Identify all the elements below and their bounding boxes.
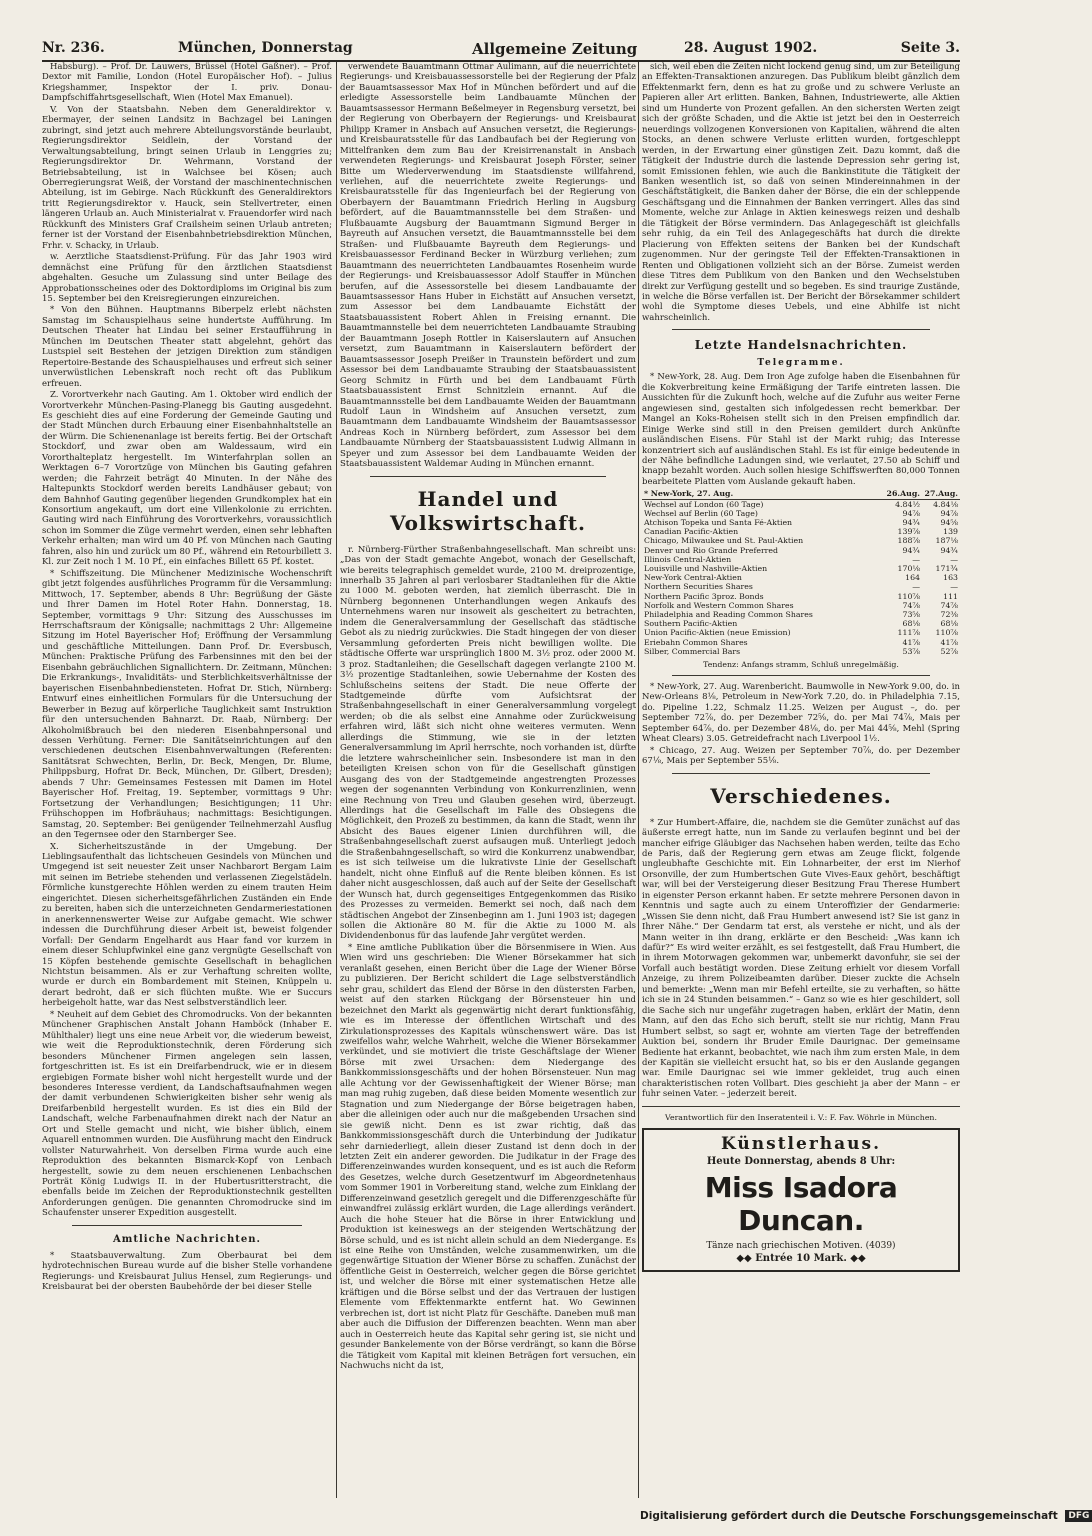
stock-row [642,610,960,619]
column-left [42,62,332,1500]
stock-price-26aug: 68⅛ [902,619,920,629]
section-divider [672,773,930,774]
stock-name: Norfolk and Western Common Shares [644,600,794,610]
heading-amtliche-nachrichten: Amtliche Nachrichten. [113,1233,261,1245]
ornament-icon: ◆◆ [736,1252,752,1264]
stock-name: Wechsel auf Berlin (60 Tage) [644,508,758,518]
stock-row [642,527,960,536]
stock-price-26aug: 139⅞ [897,527,920,537]
section-divider [672,329,930,330]
column-rule [638,62,639,1498]
stock-name: Northern Pacific 3proz. Bonds [644,591,764,601]
stock-table-title: * New-York, 27. Aug. [642,489,884,499]
section-divider [72,1225,302,1226]
stock-name: Denver und Rio Grande Preferred [644,545,779,555]
stock-row [642,509,960,518]
stock-row [642,592,960,601]
stock-price-26aug: 74⅞ [902,600,920,610]
stock-name: New-York Central-Aktien [644,573,742,583]
stock-name: Southern Pacific-Aktien [644,619,738,629]
stock-row [642,564,960,573]
stock-row [642,628,960,637]
stock-row [642,499,960,509]
stock-price-26aug: 94¾ [902,545,920,555]
article-warenbericht: * New-York, 27. Aug. Warenbericht. Baumwolle in New-York 9.00, do. in New-Orleans 8⅛, Petroleum in New-York 7.20, do. in Philadelphia 7.15, do. Pipeline 1.22, Schmalz 11.25. Weizen per August –, do. per September 72⅞, do. per Dezember 72⅝, do. per Mai 74⅞, Mais per September 64⅞, do. per Dezember 48⅛, do. per Mai 44⅝, Mehl (Spring Wheat Clears) 3.05. Getreidefracht nach Liverpool 1½. [642,681,960,745]
article-personalien: verwendete Bauamtmann Ottmar Aulimann, auf die neuerrichtete Regierungs- und Kreisbauassessorstelle bei der Regierung der Pfalz der Bauamtsassessor Max Hof in München befördert und auf die erledigte Assessorstelle beim Landbauamte München der Bauamtsassessor Hermann Beßelmeyer in Regensburg versetzt, bei der Regierung von Oberbayern der Regierungs- und Kreisbaurat Philipp Kramer in Ansbach auf Ansuchen versetzt, die Regierungs- und Kreisbauratsstelle für das Landbaufach bei der Regierung von Mittelfranken dem zum Bau der Kreisirrenanstalt in Ansbach verwendeten Regierungs- und Kreisbaurat Joseph Förster, seiner Bitte um Wiederverwendung im Staatsdienste willfahrend, verliehen, auf die neuerrichtete zweite Regierungs- und Kreisbauratsstelle für das Ingenieurfach bei der Regierung von Oberbayern der Bauamtmann Friedrich Herling in Augsburg befördert, auf die Bauamtmannsstelle bei dem Straßen- und Flußbauamte Augsburg der Bauamtmann Sigmund Berger in Bayreuth auf Ansuchen versetzt, die Bauamtmannsstelle bei dem Straßen- und Flußbauamte Bayreuth dem Regierungs- und Kreisbauassessor Ferdinand Becker in Würzburg verliehen; zum Bauamtmann des neuerrichteten Landbauamtes Rosenheim wurde der Regierungs- und Kreisbauassessor Adolf Stauffer in München berufen, auf die Assessorstelle bei diesem Landbauamte der Bauamtsassessor Hans Huber in Eichstätt auf Ansuchen versetzt, zum Assessor bei dem Landbauamte Eichstätt der Staatsbauassistent Robert Ahlen in Freising ernannt. Die Bauamtmannstelle bei dem neuerrichteten Landbauamte Straubing der Bauamtmann Joseph Rottler in Kaiserslautern auf Ansuchen versetzt, zum Bauamtmann in Kaiserslautern befördert der Bauamtsassessor Joseph Preißer in Traunstein befördert und zum Assessor bei dem Landbauamte Straubing der Staatsbauassistent Georg Schmitz in Fürth und bei dem Landbauamt Fürth Staatsbauassistent Ernst Schnitzlein ernannt. Auf die Bauamtmannsstelle bei dem Landbauamte Weiden der Bauamtmann Rudolf Laun in Windsheim auf Ansuchen versetzt, zum Bauamtmann dem Landbauamte Windsheim der Bauamtsassessor Andreas Koch in Nürnberg befördert, zum Assessor bei dem Landbauamte Nürnberg der Staatsbauassistent Ludwig Allmann in Speyer und zum Assessor bei dem Landbauamte Weiden der Staatsbauassistent Waldemar Auding in München ernannt. [340,62,636,470]
column-middle [340,62,636,1500]
section-divider [642,1106,960,1107]
section-divider [370,476,606,477]
ad-reference: (4039) [865,1240,896,1251]
stock-price-27aug: 41⅞ [940,637,958,647]
article-chicago: * Chicago, 27. Aug. Weizen per September 70⅞, do. per Dezember 67⅛, Mais per September 55⅛. [642,745,960,767]
ornament-icon: ◆◆ [850,1252,866,1264]
stock-price-27aug: 139 [943,527,958,537]
ad-performer: Miss Isadora Duncan. [704,1170,898,1237]
column-right [642,62,960,1500]
credit-text: Digitalisierung gefördert durch die Deutsche Forschungsgemeinschaft [640,1510,1058,1522]
section-divider [672,675,930,676]
stock-price-26aug: 170⅛ [897,563,920,573]
stock-table-header [642,489,960,499]
stock-name: Louisville und Nashville-Aktien [644,563,768,573]
stock-name: Canadian Pacific-Aktien [644,527,739,537]
masthead [42,38,960,62]
advertisement-kuenstlerhaus [642,1128,960,1272]
stock-row [642,638,960,647]
stock-price-27aug: 111 [943,591,958,601]
stock-name: Northern Securities Shares [644,582,753,592]
digitization-credit [640,1510,1090,1530]
article-bahnaerzte: * Schiffszeitung. Die Münchener Medizinische Wochenschrift gibt jetzt folgendes ausführliches Programm für die Versammlung: Mittwoch, 17. September, abends 8 Uhr: Begrüßung der Gäste und Ihrer Damen im Hotel Roter Hahn. Donnerstag, 18. September, vormittags 9 Uhr: Sitzung des Ausschusses im Herrschaftsraum der Königsalle; nachmittags 2 Uhr: Allgemeine Sitzung im Hotel Bayerischer Hof; Eröffnung der Versammlung und geschäftliche Mitteilungen. Dann Prof. Dr. Eversbusch, München: Praktische Prüfung des Farbensinnes mit den bei der Eisenbahn gebräuchlichen Signallichtern. Dr. Zeitmann, München: Die Erkrankungs-, Invaliditäts- und Sterblichkeitsverhältnisse der bayerischen Eisenbahnbediensteten. Hofrat Dr. Stich, Nürnberg: Entwurf eines einheitlichen Formulars für die Untersuchung der Bewerber in Bezug auf körperliche Tauglichkeit samt Instruktion für den untersuchenden Bahnarzt. Dr. Raab, Nürnberg: Der Alkoholmißbrauch bei den niederen Eisenbahnpersonal und dessen Verhütung. Ferner: Die Sanitätseinrichtungen auf den verschiedenen deutschen Eisenbahnverwaltungen (Referenten: Sanitätsrat Schwechten, Berlin, Dr. Beck, Mengen, Dr. Blume, Philippsburg, Hofrat Dr. Beck, München, Dr. Gilbert, Dresden); abends 7 Uhr: Gemeinsames Festessen mit Damen im Hotel Bayerischer Hof. Freitag, 19. September, vormittags 9 Uhr: Fortsetzung der Verhandlungen; Besichtigungen; 11 Uhr: Frühschoppen im Hofbräuhaus; nachmittags: Besichtigungen. Samstag, 20. September: Bei genügender Teilnehmerzahl Ausflug an den Tegernsee oder den Starnberger See. [42,568,332,841]
stock-price-27aug: 94⅝ [940,517,958,527]
issue-date: 28. August 1902. [684,40,818,56]
page-number: Seite 3. [900,40,960,56]
stock-price-26aug: 188⅞ [897,536,920,546]
stock-price-27aug: — [950,554,958,564]
article-boersenmisere: * Eine amtliche Publikation über die Börsenmisere in Wien. Aus Wien wird uns geschrieben: Die Wiener Börsekammer hat sich veranlaßt gesehen, einen Bericht über die Lage der Wiener Börse zu publizieren. Der Bericht schildert die Lage selbstverständlich sehr grau, schildert das Elend der Börse in den düstersten Farben, weist auf den starken Rückgang der Börsensteuer hin und bezeichnet den Markt als gegenwärtig nicht derart funktionsfähig, wie es im Interesse der öffentlichen Wirtschaft und des Zirkulationsprozesses des Kapitals wünschenswert wäre. Das ist zweifellos wahr, welche Wahrheit, welche die Wiener Börsekammer verkündet, und sie motiviert die triste Geschäftslage der Wiener Börse mit zwei Ursachen: dem Niedergange des Bankkommissionsgeschäfts und der hohen Börsensteuer. Nun mag alle Achtung vor der Gewissenhaftigkeit der Wiener Börse; man man mag ruhig zugeben, daß diese beiden Momente wesentlich zur Stagnation und zum Niedergange der Börse beigetragen haben, aber die alleinigen oder auch nur die maßgebenden Ursachen sind sie gewiß nicht. Denn es ist zwar richtig, daß das Bankkommissionsgeschäft durch die Unterbindung der Judikatur sehr darniederliegt, allein dieser Zustand ist denn doch in der letzten Zeit ein anderer geworden. Die Judikatur in der Frage des Differenzeinwandes wurden konsequent, und es ist auch die Reform des Gesetzes, welche durch Gesetzentwurf im Abgeordnetenhaus vom Sommer 1901 in Vorbereitung stand, welche zum Einklang der Differenzeinwand gesetzlich geregelt und die Differenzgeschäfte für einwandfrei zulässig erklärt wurden, die Lage allerdings verändert. Auch die hohe Steuer hat die Börse in ihrer Entwicklung und Produktion ist keineswegs an der steigenden Wertschätzung der Börse schuld, und es ist nicht allein schuld an dem Niedergange. Es ist eine Reihe von Umständen, welche zusammenwirken, um die gegenwärtige Situation der Wiener Börse zu schaffen. Zunächst der öffentliche Geist in Oesterreich, welcher gegen die Börse gerichtet ist, und welcher die Börse mit einer systematischen Hetze alle kräftigen und die Börse selbst und der das Vertrauen der lustigen Elemente vom Effektenmarkte entfernt hat. Wo Gewinnen verbrechen ist, dort ist nicht Platz für Geschäfte. Daneben muß man aber auch die Diffusion der Differenzen beachten. Wenn man aber auch in Oesterreich heute das Kapital sehr gering ist, sie nicht und gesunder Bankelemente von der Börse verdrängt, so kann die Börse die Tätigkeit vom Kapital mit kleinen Beträgen fort versuchen, ein Nachwuchs nicht da ist, [340,942,636,1372]
stock-price-27aug: 72⅜ [940,609,958,619]
stock-name: Philadelphia and Reading Common Shares [644,609,813,619]
article-sicherheit: X. Sicherheitszustände in der Umgebung. Der Lieblingsaufenthalt das lichtscheuen Gesindels von München und Umgegend ist seit neuester Zeit unser Nachbarort Bergam Laim mit seinen im Betriebe stehenden und verlassenen Ziegelstädeln. Förmliche kunstgerechte Höhlen werden zu einem trauten Heim eingerichtet. Diesen sicherheitsgefährlichen Zuständen ein Ende zu bereiten, haben sich die unterzeichneten Gendarmeriestationen in anerkennenswerter Weise zur Aufgabe gemacht. Wie schwer indessen die Durchführung dieser Arbeit ist, beweist folgender Vorfall: Der Gendarm Engelhardt aus Haar fand vor kurzem in einem dieser Schlupfwinkel eine ganz vergnügte Gesellschaft von 15 Köpfen bestehende gemischte Gesellschaft in behaglichen Nichtstun beisammen. Als er zur Verhaftung schreiten wollte, wurde er durch ein Bombardement mit Steinen, Knüppeln u. derart bedroht, daß er sich flüchten mußte. Wie er Succurs herbeigeholt hatte, war das Nest selbstverständlich leer. [42,841,332,1009]
stock-row [642,573,960,582]
dfg-logo: DFG [1065,1510,1092,1522]
stock-table [642,489,960,656]
stock-price-27aug: 52⅞ [940,646,958,656]
stock-price-27aug: 74⅞ [940,600,958,610]
stock-name: Illinois Central-Aktien [644,554,732,564]
stock-price-26aug: 94⅞ [902,508,920,518]
stock-price-26aug: 53⅞ [902,646,920,656]
stock-price-27aug: 163 [943,573,958,583]
stock-row [642,518,960,527]
stock-price-27aug: 187⅛ [935,536,958,546]
stock-row [642,536,960,545]
ad-entry-price: Entrée 10 Mark. [755,1252,847,1264]
heading-telegramme: Telegramme. [757,358,845,369]
stock-price-26aug: 41⅞ [902,637,920,647]
responsible-editor: Verantwortlich für den Inseratenteil i. V.: F. Fav. Wöhrle in München. [665,1112,937,1122]
heading-handel-volkswirtschaft: Handel und Volkswirtschaft. [389,486,587,535]
ad-time: Heute Donnerstag, abends 8 Uhr: [706,1155,896,1167]
issue-number: Nr. 236. [42,40,105,56]
article-buehnen: * Von den Bühnen. Hauptmanns Biberpelz erlebt nächsten Samstag im Schauspielhaus seine hundertste Aufführung. Im Deutschen Theater hat Lindau bei seiner Erstaufführung in München im Deutschen Theater statt abgelehnt, gehört das Lustspiel seit Bestehen der jetzigen Direktion zum ständigen Repertoire-Bestande des Schauspielhauses und erfreut sich seiner unverwüstlichen Lebenskraft noch recht oft das Publikum erfreuen. [42,305,332,389]
stock-price-26aug: 94¾ [902,517,920,527]
stock-tendency: Tendenz: Anfangs stramm, Schluß unregelmäßig. [703,659,899,669]
stock-price-27aug: 171¾ [935,563,958,573]
stock-price-26aug: 110⅞ [897,591,920,601]
stock-price-27aug: 68⅛ [940,619,958,629]
stock-row [642,555,960,564]
article-aerztliche-pruefung: w. Aerztliche Staatsdienst-Prüfung. Für das Jahr 1903 wird demnächst eine Prüfung für den ärztlichen Staatsdienst abgehalten. Gesuche um Zulassung sind unter Beilage des Approbationsscheines oder des Doktordiploms im Original bis zum 15. September bei den Kreisregierungen einzureichen. [42,252,332,304]
stock-name: Union Pacific-Aktien (neue Emission) [644,628,791,638]
stock-col-date1: 26.Aug. [884,489,922,499]
stock-row [642,546,960,555]
article-guests: Habsburg). – Prof. Dr. Lauwers, Brüssel (Hotel Gaßner). – Prof. Dextor mit Familie, London (Hotel Europäischer Hof). – Julius Kriegshammer, Inspektor der I. priv. Donau-Dampfschiffahrtsgesellschaft, Wien (Hotel Max Emanuel). [42,62,332,104]
stock-name: Chicago, Milwaukee und St. Paul-Aktien [644,536,804,546]
ad-venue: Künstlerhaus. [721,1133,881,1154]
ad-entry-line [650,1253,952,1264]
article-strassenbahn: r. Nürnberg-Fürther Straßenbahngesellschaft. Man schreibt uns: „Das von der Stadt gemachte Angebot, wonach der Gesellschaft, wie bereits telegraphisch gemeldet wurde, 2100 M. dreiprozentige, innerhalb 35 Jahren al pari verlosbarer Stadtanleihen für die Aktie zu 1000 M. geboten werden, hat ziemlich überrascht. Die in Nürnberg begonnenen Unterhandlungen wegen Ankaufs des Unternehmens waren nur insoweit als gescheitert zu betrachten, indem die Generalversammlung der Gesellschaft das städtische Gebot als zu niedrig zurückwies. Die Stadt hingegen der von dieser Versammlung geforderten Preis nicht bewilligen wollte. Die städtische Offerte war ursprünglich 1800 M. 3½ proz. oder 2000 M. 3 proz. Stadtanleihen; die Gesellschaft dagegen verlangte 2100 M. 3½ prozentige Stadtanleihen, sowie Uebernahme der Kosten des Schlußscheins seitens der Stadt. Die neue Offerte der Stadtgemeinde dürfte vom Aufsichtsrat der Straßenbahngesellschaft in einer Generalversammlung vorgelegt werden; ob die als selbst eine Annahme oder Zurückweisung erfahren wird, läßt sich nicht ohne weiteres vermuten. Wenn allerdings die Stimmung, wie sie in der letzten Generalversammlung im April herrschte, noch vorhanden ist, dürfte die letztere wahrscheinlicher sein. Insbesondere ist man in den beteiligten Kreisen schon von für die Gesellschaft günstigen Ausgang des von der Stadtgemeinde angestrengten Prozesses wegen der sogenannten Verbindung von Konkurrenzlinien, wenn eine Rechnung von Treu und Glauben gesehen wird, überzeugt. Allerdings hat die Gesellschaft im Falle des Obsiegens die Möglichkeit, den Prozeß zu bestimmen, da kann die Stadt, wenn ihr Absicht des Baues eigener Linien durchführen will, die Straßenbahngesellschaft zuerst aufsaugen muß. Unterliegt jedoch die Straßenbahngesellschaft, so wird die Konkurrenz unabwendbar, es ist sich teilweise um die lukrativste Linie der Gesellschaft handelt, nicht ohne Einfluß auf die Rente bleiben können. Es ist daher nicht ausgeschlossen, daß auch auf der Seite der Gesellschaft der Wunsch hat, durch gegenseitiges Entgegenkommen das Risiko des Prozesses zu vermeiden. Bemerkt sei noch, daß nach dem städtischen Angebot der Zinsenbeginn am 1. Juni 1903 ist; dagegen sollen die Aktionäre 80 M. für die Aktie zu 1000 M. als Dividendenbonus für das laufende Jahr vergütet werden. [340,544,636,942]
article-boerse-fortsetzung: sich, weil eben die Zeiten nicht lockend genug sind, um zur Beteiligung an Effekten-Transaktionen anzuregen. Das Publikum bleibt gänzlich dem Effektenmarkt fern, denn es hat zu große und zu schwere Verluste an Papieren aller Art erlitten. Banken, Bahnen, Industriewerte, alle Aktien sind um Hunderte von Prozent gefallen. An den sichersten Werten zeigt sich der größte Schaden, und die Aktie ist jetzt bei den in Oesterreich neuerdings vollzogenen Konversionen von Kapitalien, während die alten Stocks, an denen schwere Verluste erlitten wurden, fortgeschleppt werden, in der Erwartung einer günstigen Zeit. Dazu kommt, daß die Tätigkeit der Industrie durch die lastende Depression sehr gering ist, somit Emissionen fehlen, wie auch die Bankinstitute die Tätigkeit der Banken wesentlich ist, so daß von seinen Mindereinnahmen in der Geschäftstätigkeit, die Banken daher der Börse, die ein der schleppende Geschäftsgang und die Einnahmen der Banken verringert. Alles das sind Momente, welche zur Anlage in Aktien keineswegs reizen und deshalb die Tätigkeit der Börse vermindern. Das Anlagegeschäft ist gleichfalls sehr ruhig, da ein Teil des Anlagegeschäfts hat durch die direkte Placierung von Effekten seitens der Banken bei der Kundschaft zugenommen. Nur der geringste Teil der Effekten-Transaktionen in Renten und Obligationen vollzieht sich an der Börse. Zumeist werden diese Titres dem Publikum von den Banken und den Wechselstuben direkt zur Verfügung gestellt und so begeben. Es sind traurige Zustände, in welche die Börse verfallen ist. Der Bericht der Börsekammer schildert wohl die Symptome dieses Uebels, und eine Abhilfe ist nicht wahrscheinlich. [642,62,960,323]
stock-price-26aug: 4.84½ [895,499,920,509]
heading-verschiedenes: Verschiedenes. [710,783,892,808]
column-rule [336,62,337,1498]
stock-price-26aug: 111⅞ [897,628,920,638]
newspaper-title: Allgemeine Zeitung [472,40,638,58]
city-day: München, Donnerstag [178,40,353,56]
stock-row [642,647,960,656]
heading-letzte-handelsnachrichten: Letzte Handelsnachrichten. [694,338,908,353]
stock-price-26aug: — [912,554,920,564]
ad-subtitle: Tänze nach griechischen Motiven. [706,1240,863,1251]
article-humbert: * Zur Humbert-Affaire, die, nachdem sie die Gemüter zunächst auf das äußerste erregt hatte, nun im Sande zu verlaufen beginnt und bei der mancher eifrige Gläubiger das Nachsehen haben werden, teilte das Echo de Paris, daß der Regierung gern etwas am Zeuge flickt, folgende ungleubhafte Geschichte mit. Ein Lohnarbeiter, der erst im Nierhof Orsonville, der zum Humbertschen Gute Vives-Eaux gehört, beschäftigt war, will bei der Versteigerung dieser Besitzung Frau Therese Humbert in eigenster Person erkannt haben. Er setzte mehrere Personen davon in Kenntnis und sagte auch zu einem Unteroffizier der Gendarmerie: „Wissen Sie denn nicht, daß Frau Humbert anwesend ist? Sie ist ganz in Ihrer Nähe.“ Der Gendarm tat erst, als verstehe er nicht, und als der Mann weiter in ihn drang, erklärte er den Bescheid: „Was kann ich dafür?“ Es wird weiter erzählt, es sei festgestellt, daß Frau Humbert, die in ihrem Motorwagen gekommen war, unbemerkt davonfuhr, sie sei der Vorfall auch bestätigt worden. Diese Zeitung erhielt vor diesem Vorfall Anzeige, zu ihrem Polizeibeamten darüber. Dieser zuckte die Achseln und bemerkte: „Wenn man mir Befehl erteilte, sie zu verhaften, so hätte ich sie in 24 Stunden beisammen.“ – Ganz so wie es hier geschildert, soll die Sache sich nur ungefähr zugetragen haben, erklärt der Matin, denn Mann, auf den das Echo sich beruft, stellt sie nur richtig, Mann Frau Humbert selbst, so sagt er, wohnte am vierten Tage der betreffenden Auktion bei, sondern ihr Bruder Emile Daurignac. Der gemeinsame Bediente hat erkannt, beobachtet, wie nach ihm zum ersten Male, in dem der Kapitän sie vielleicht ersucht hat, so bis er den Auslande gegangen war. Emile Daurignac sei wie immer gekleidet, trug auch einen charakteristischen roten Vollbart. Dies geschieht ja aber der Mann – er fuhr seinen Vater. – jederzeit bereit. [642,817,960,1100]
stock-row [642,601,960,610]
stock-price-26aug: 73⅝ [902,609,920,619]
stock-row [642,619,960,628]
stock-price-27aug: 94⅞ [940,508,958,518]
stock-row [642,582,960,591]
stock-price-27aug: — [950,582,958,592]
article-staatsbahn: V. Von der Staatsbahn. Neben dem Generaldirektor v. Ebermayer, der seinen Landsitz in Bachzagel bei Laningen zubringt, sind jetzt auch mehrere Abteilungsvorstände beurlaubt, Regierungsdirektor Seidlein, der Vorstand der Verwaltungsabteilung, bringt seinen Urlaub in Lenggries zu; Regierungsdirektor Dr. Wehrmann, Vorstand der Betriebsabteilung, ist in Walchsee bei Kösen; auch Oberregierungsrat Weiß, der Vorstand der maschinentechnischen Abteilung, ist im Gebirge. Nach Rückkunft des Generaldirektors tritt Regierungsdirektor v. Hauck, sein Stellvertreter, einen längeren Urlaub an. Auch Ministerialrat v. Frauendorfer wird nach Rückkunft des Ministers Graf Crailsheim seinen Urlaub antreten; ferner ist der Vorstand der Eisenbahnbetriebsdirektion München, Frhr. v. Schacky, in Urlaub. [42,104,332,251]
article-vorortverkehr: Z. Vorortverkehr nach Gauting. Am 1. Oktober wird endlich der Vorortverkehr München-Pasing-Planegg bis Gauting ausgedehnt. Es geschieht dies auf eine Forderung der Gemeinde Gauting und der Stadt München durch Erbauung einer Eisenbahnhaltstelle an der Würm. Die Schienenanlage ist bereits fertig. Bei der Ortschaft Stockdorf, und zwar oben am Waldessaum, wird ein Vororthalteplatz hergestellt. Im Winterfahrplan sollen an Werktagen 6–7 Vorortzüge von München bis Gauting gefahren werden; die Fahrzeit beträgt 40 Minuten. In der Nähe des Haltepunkts Stockdorf werden bereits Landhäuser gebaut; von dem Bahnhof Gauting gegenüber liegenden Grundkomplex hat ein Konsortium angekauft, um dort eine Villenkolonie zu errichten. Gauting wird nach Einführung des Vorortverkehrs, voraussichtlich schon im Sommer die Züge vermehrt werden, einen sehr lebhaften Verkehr erhalten; man wird um 40 Pf. von München nach Gauting fahren, also hin und zurück um 80 Pf., während ein Retourbillett 3. Kl. zur Zeit noch 1 M. 10 Pf., ein einfaches Billett 65 Pf. kostet. [42,390,332,568]
article-chromodruck: * Neuheit auf dem Gebiet des Chromodrucks. Von der bekannten Münchener Graphischen Anstalt Johann Hamböck (Inhaber E. Mühlthaler) liegt uns eine neue Arbeit vor, die wiederum beweist, wie weit die Reproduktionstechnik, deren Förderung sich besonders Münchener Firmen angelegen sein lassen, fortgeschritten ist. Es ist ein Dreifarbendruck, wie er in diesem ergiebigen Formate bisher wohl nicht hergestellt wurde und der besonderes Interesse verdient, da Landschaftsaufnahmen wegen der damit verbundenen Schwierigkeiten bisher sehr wenig als Dreifarbenbild hergestellt wurden. Es ist dies ein Bild der Landschaft, welche Farbenaufnahmen direkt nach der Natur an Ort und Stelle gemacht und nicht, wie bisher üblich, einem Aquarell entnommen wurden. Die Ausführung macht den Eindruck vollster Naturwahrheit. Von derselben Firma wurde auch eine Reproduktion des bekannten Bismarck-Kopf von Lenbach hergestellt, sowie zu dem neuen erschienenen Lenbachschen Porträt König Ludwigs II. in der Hubertusritterstracht, die ebenfalls beide im Zeichen der Reproduktionstechnik gestellten Anforderungen genügen. Die genannten Chromodrucke sind im Schaufenster unserer Expedition ausgestellt. [42,1009,332,1219]
article-eisenmarkt: * New-York, 28. Aug. Dem Iron Age zufolge haben die Eisenbahnen für die Kokverbreitung keine Ermäßigung der Tarife eintreten lassen. Die Aussichten für die Zukunft hoch, welche auf die Zufuhr aus weiter Ferne angewiesen sind, gestalten sich infolgedessen recht bemerkbar. Der Mangel an Koks-Roheisen stellt sich in den Preisen empfindlich dar. Einige Werke sind still in den Preisen gemildert durch Ankünfte ausländischen Eisens. Für Stahl ist der Markt ruhig; das Interesse konzentriert sich auf ausländischen Stahl. Es ist für einige bedeutende in der Nähe befindliche Ladungen sind, wie verlautet, 27.50 ab Schiff und knapp bezahlt worden. Auch sollen hiesige Schiffswerften 80,000 Tonnen bearbeitete Platten vom Auslande gekauft haben. [642,372,960,487]
stock-name: Wechsel auf London (60 Tage) [644,499,764,509]
stock-price-27aug: 110⅞ [935,628,958,638]
stock-price-26aug: 164 [905,573,920,583]
stock-name: Atchison Topeka und Santa Fé-Aktien [644,517,793,527]
stock-price-27aug: 94¾ [940,545,958,555]
article-staatsbauverwaltung: * Staatsbauverwaltung. Zum Oberbaurat bei dem hydrotechnischen Bureau wurde auf die bisher Stelle vorhandene Regierungs- und Kreisbaurat Julius Hensel, zum Regierungs- und Kreisbaurat bei der obersten Baubehörde der bei dieser Stelle [42,1250,332,1293]
stock-price-26aug: — [912,582,920,592]
stock-name: Silber, Commercial Bars [644,646,741,656]
stock-col-date2: 27.Aug. [922,489,960,499]
stock-name: Eriebahn Common Shares [644,637,748,647]
stock-price-27aug: 4.84⅛ [933,499,958,509]
ad-subtitle-line [650,1241,952,1251]
